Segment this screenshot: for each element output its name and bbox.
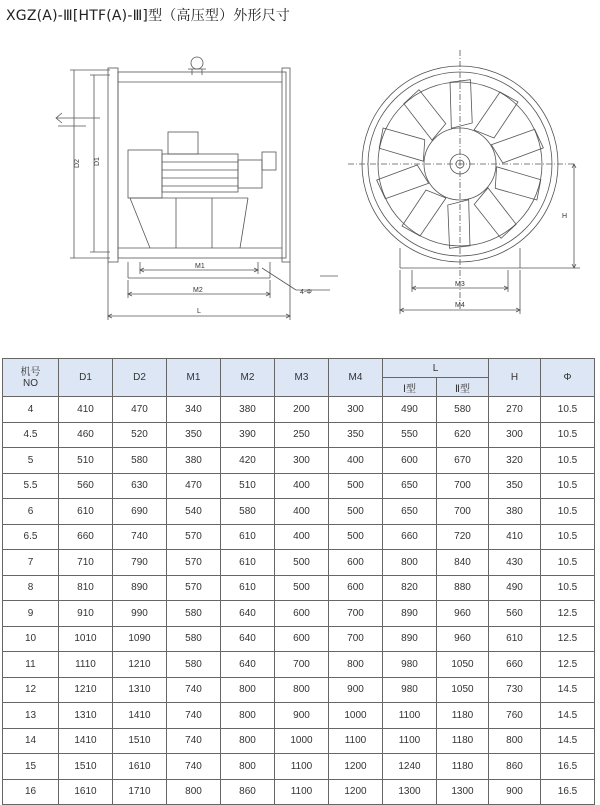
table-cell: 580 — [221, 499, 275, 525]
table-cell: 860 — [489, 754, 541, 780]
table-cell: 580 — [167, 652, 221, 678]
table-cell: 1010 — [59, 626, 113, 652]
table-cell: 740 — [167, 754, 221, 780]
table-cell: 560 — [489, 601, 541, 627]
table-body — [3, 397, 595, 805]
table-cell: 350 — [167, 422, 221, 448]
table-cell: 670 — [437, 448, 489, 474]
table-cell: 500 — [275, 550, 329, 576]
table-cell: 600 — [383, 448, 437, 474]
table-cell: 1180 — [437, 754, 489, 780]
table-cell: 510 — [59, 448, 113, 474]
table-cell: 620 — [437, 422, 489, 448]
label-m3: M3 — [455, 281, 465, 288]
table-cell: 700 — [437, 473, 489, 499]
table-cell: 10.5 — [541, 422, 595, 448]
table-cell: 1610 — [113, 754, 167, 780]
table-cell: 500 — [329, 499, 383, 525]
table-row — [3, 677, 595, 703]
table-cell: 980 — [383, 652, 437, 678]
table-cell: 640 — [221, 601, 275, 627]
table-cell: 980 — [383, 677, 437, 703]
table-cell: 1410 — [113, 703, 167, 729]
table-cell: 890 — [383, 626, 437, 652]
table-row — [3, 499, 595, 525]
table-cell: 650 — [383, 473, 437, 499]
table-cell: 12.5 — [541, 652, 595, 678]
table-cell: 690 — [113, 499, 167, 525]
table-cell: 11 — [3, 652, 59, 678]
table-row — [3, 550, 595, 576]
table-cell: 500 — [329, 473, 383, 499]
table-cell: 600 — [329, 550, 383, 576]
table-cell: 350 — [329, 422, 383, 448]
table-cell: 640 — [221, 626, 275, 652]
table-cell: 740 — [167, 728, 221, 754]
page-title: XGZ(A)-Ⅲ[HTF(A)-Ⅲ]型（高压型）外形尺寸 — [6, 8, 291, 24]
table-cell: 12.5 — [541, 601, 595, 627]
label-holes: 4-Φ — [300, 289, 312, 296]
table-cell: 350 — [489, 473, 541, 499]
table-cell: 610 — [221, 550, 275, 576]
table-cell: 470 — [113, 397, 167, 423]
table-cell: 760 — [489, 703, 541, 729]
table-cell: 1300 — [383, 779, 437, 805]
table-cell: 630 — [113, 473, 167, 499]
header-m2: M2 — [221, 359, 275, 397]
table-row — [3, 397, 595, 423]
header-l-type1: Ⅰ型 — [383, 378, 437, 397]
table-cell: 14 — [3, 728, 59, 754]
table-cell: 16 — [3, 779, 59, 805]
table-cell: 400 — [329, 448, 383, 474]
table-cell: 910 — [59, 601, 113, 627]
table-cell: 14.5 — [541, 728, 595, 754]
table-cell: 960 — [437, 626, 489, 652]
table-cell: 300 — [329, 397, 383, 423]
table-cell: 4 — [3, 397, 59, 423]
table-cell: 250 — [275, 422, 329, 448]
table-cell: 300 — [275, 448, 329, 474]
header-m1: M1 — [167, 359, 221, 397]
header-l-type2: Ⅱ型 — [437, 378, 489, 397]
table-cell: 380 — [221, 397, 275, 423]
table-cell: 200 — [275, 397, 329, 423]
table-cell: 6.5 — [3, 524, 59, 550]
table-cell: 610 — [59, 499, 113, 525]
table-cell: 430 — [489, 550, 541, 576]
table-cell: 1090 — [113, 626, 167, 652]
table-cell: 1110 — [59, 652, 113, 678]
table-cell: 10.5 — [541, 473, 595, 499]
table-cell: 800 — [275, 677, 329, 703]
table-cell: 1300 — [437, 779, 489, 805]
table-row — [3, 652, 595, 678]
table-cell: 720 — [437, 524, 489, 550]
header-m3: M3 — [275, 359, 329, 397]
table-cell: 1000 — [275, 728, 329, 754]
table-cell: 740 — [113, 524, 167, 550]
table-cell: 10.5 — [541, 575, 595, 601]
table-cell: 490 — [489, 575, 541, 601]
label-m2: M2 — [193, 287, 203, 294]
header-no: 机号 NO — [3, 359, 59, 397]
table-cell: 840 — [437, 550, 489, 576]
table-cell: 860 — [221, 779, 275, 805]
table-cell: 490 — [383, 397, 437, 423]
table-cell: 800 — [221, 754, 275, 780]
table-cell: 960 — [437, 601, 489, 627]
table-cell: 1710 — [113, 779, 167, 805]
table-cell: 710 — [59, 550, 113, 576]
table-cell: 600 — [275, 626, 329, 652]
table-cell: 800 — [221, 703, 275, 729]
table-cell: 900 — [329, 677, 383, 703]
table-cell: 14.5 — [541, 703, 595, 729]
table-cell: 700 — [329, 601, 383, 627]
table-cell: 12 — [3, 677, 59, 703]
table-row — [3, 575, 595, 601]
table-cell: 300 — [489, 422, 541, 448]
table-cell: 1240 — [383, 754, 437, 780]
table-cell: 7 — [3, 550, 59, 576]
table-cell: 340 — [167, 397, 221, 423]
table-cell: 1100 — [275, 754, 329, 780]
table-cell: 16.5 — [541, 754, 595, 780]
table-cell: 600 — [275, 601, 329, 627]
table-cell: 580 — [167, 626, 221, 652]
table-cell: 570 — [167, 524, 221, 550]
table-cell: 700 — [329, 626, 383, 652]
table-cell: 1050 — [437, 677, 489, 703]
table-row — [3, 703, 595, 729]
table-cell: 570 — [167, 575, 221, 601]
table-cell: 550 — [383, 422, 437, 448]
table-cell: 560 — [59, 473, 113, 499]
table-cell: 4.5 — [3, 422, 59, 448]
table-cell: 1610 — [59, 779, 113, 805]
table-cell: 660 — [489, 652, 541, 678]
header-d2: D2 — [113, 359, 167, 397]
label-d1: D1 — [94, 157, 101, 166]
table-cell: 650 — [383, 499, 437, 525]
table-cell: 880 — [437, 575, 489, 601]
table-cell: 700 — [437, 499, 489, 525]
table-cell: 600 — [329, 575, 383, 601]
table-row — [3, 473, 595, 499]
table-cell: 520 — [113, 422, 167, 448]
table-cell: 660 — [383, 524, 437, 550]
table-cell: 580 — [167, 601, 221, 627]
table-cell: 10.5 — [541, 499, 595, 525]
table-cell: 640 — [221, 652, 275, 678]
table-cell: 16.5 — [541, 779, 595, 805]
header-phi: Φ — [541, 359, 595, 397]
table-cell: 1310 — [113, 677, 167, 703]
table-cell: 1050 — [437, 652, 489, 678]
header-d1: D1 — [59, 359, 113, 397]
table-cell: 400 — [275, 524, 329, 550]
table-cell: 510 — [221, 473, 275, 499]
table-cell: 500 — [275, 575, 329, 601]
table-cell: 610 — [221, 575, 275, 601]
table-cell: 10.5 — [541, 397, 595, 423]
table-cell: 1180 — [437, 728, 489, 754]
table-cell: 1100 — [329, 728, 383, 754]
label-h: H — [562, 213, 568, 220]
table-cell: 700 — [275, 652, 329, 678]
table-cell: 730 — [489, 677, 541, 703]
table-cell: 470 — [167, 473, 221, 499]
table-cell: 800 — [221, 677, 275, 703]
table-row — [3, 626, 595, 652]
table-cell: 890 — [383, 601, 437, 627]
table-cell: 1000 — [329, 703, 383, 729]
table-cell: 320 — [489, 448, 541, 474]
table-cell: 800 — [329, 652, 383, 678]
table-cell: 810 — [59, 575, 113, 601]
table-cell: 1210 — [113, 652, 167, 678]
label-d2: D2 — [74, 159, 81, 168]
table-cell: 790 — [113, 550, 167, 576]
table-cell: 580 — [437, 397, 489, 423]
table-cell: 9 — [3, 601, 59, 627]
table-cell: 410 — [489, 524, 541, 550]
table-cell: 820 — [383, 575, 437, 601]
fan-dimension-drawing — [0, 0, 600, 340]
table-cell: 990 — [113, 601, 167, 627]
table-cell: 13 — [3, 703, 59, 729]
table-cell: 800 — [489, 728, 541, 754]
table-cell: 540 — [167, 499, 221, 525]
table-cell: 10.5 — [541, 524, 595, 550]
header-l: L — [383, 359, 489, 378]
table-cell: 14.5 — [541, 677, 595, 703]
table-cell: 390 — [221, 422, 275, 448]
table-cell: 500 — [329, 524, 383, 550]
table-cell: 1510 — [59, 754, 113, 780]
table-cell: 270 — [489, 397, 541, 423]
table-cell: 800 — [167, 779, 221, 805]
table-cell: 460 — [59, 422, 113, 448]
label-l: L — [197, 308, 201, 315]
table-cell: 610 — [221, 524, 275, 550]
table-cell: 400 — [275, 499, 329, 525]
dimension-table — [2, 358, 595, 805]
table-cell: 800 — [221, 728, 275, 754]
table-cell: 410 — [59, 397, 113, 423]
table-cell: 740 — [167, 703, 221, 729]
table-cell: 400 — [275, 473, 329, 499]
table-cell: 1180 — [437, 703, 489, 729]
table-row — [3, 524, 595, 550]
table-cell: 1100 — [275, 779, 329, 805]
table-cell: 800 — [383, 550, 437, 576]
table-row — [3, 779, 595, 805]
table-cell: 8 — [3, 575, 59, 601]
table-cell: 1100 — [383, 728, 437, 754]
table-cell: 610 — [489, 626, 541, 652]
table-cell: 900 — [275, 703, 329, 729]
table-cell: 570 — [167, 550, 221, 576]
table-cell: 5 — [3, 448, 59, 474]
table-cell: 1100 — [383, 703, 437, 729]
table-cell: 10.5 — [541, 550, 595, 576]
table-cell: 1410 — [59, 728, 113, 754]
table-cell: 380 — [167, 448, 221, 474]
table-cell: 1200 — [329, 754, 383, 780]
table-row — [3, 728, 595, 754]
table-cell: 15 — [3, 754, 59, 780]
table-cell: 900 — [489, 779, 541, 805]
table-cell: 6 — [3, 499, 59, 525]
table-cell: 1200 — [329, 779, 383, 805]
table-row — [3, 422, 595, 448]
table-row — [3, 601, 595, 627]
table-cell: 1510 — [113, 728, 167, 754]
table-cell: 1210 — [59, 677, 113, 703]
table-cell: 1310 — [59, 703, 113, 729]
table-cell: 10.5 — [541, 448, 595, 474]
table-cell: 580 — [113, 448, 167, 474]
table-cell: 5.5 — [3, 473, 59, 499]
table-cell: 12.5 — [541, 626, 595, 652]
table-cell: 740 — [167, 677, 221, 703]
table-cell: 380 — [489, 499, 541, 525]
label-m4: M4 — [455, 302, 465, 309]
table-cell: 10 — [3, 626, 59, 652]
label-m1: M1 — [195, 263, 205, 270]
table-cell: 660 — [59, 524, 113, 550]
table-cell: 420 — [221, 448, 275, 474]
table-cell: 890 — [113, 575, 167, 601]
table-row — [3, 448, 595, 474]
header-h: H — [489, 359, 541, 397]
table-row — [3, 754, 595, 780]
header-m4: M4 — [329, 359, 383, 397]
